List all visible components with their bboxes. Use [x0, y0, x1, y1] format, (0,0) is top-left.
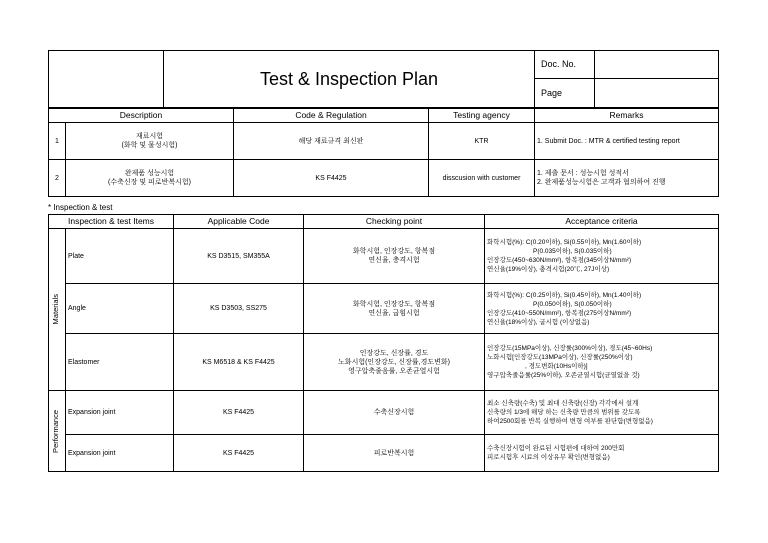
- header-acceptance-criteria: Acceptance criteria: [485, 215, 719, 229]
- remark-line: 1. Submit Doc. : MTR & certified testing report: [537, 137, 680, 145]
- header-checking-point: Checking point: [304, 215, 485, 229]
- item-name: Expansion joint: [66, 435, 174, 472]
- remark-line: 2. 완제품성능시험은 고객과 협의하여 진행: [537, 179, 666, 186]
- checking-line: 연신율, 굽힘시험: [368, 309, 420, 317]
- description-line: (화학 및 물성시험): [121, 142, 178, 149]
- remark-line: 1. 제출 문서 : 성능시험 성적서: [537, 170, 629, 177]
- inspection-row-expansion-1: [49, 391, 719, 435]
- section-title: * Inspection & test: [48, 203, 113, 212]
- criteria-line: 최소 신축량(수축) 및 최대 신축량(신장) 각각에서 설계: [487, 400, 639, 407]
- page-label: Page: [535, 79, 595, 108]
- criteria-line: 노화시험[인장강도(13MPa이상), 신장률(250%이상): [487, 354, 633, 361]
- criteria-line: 화학시험(%): C(0.20이하), Si(0.55이하), Mn(1.60이하): [487, 239, 642, 246]
- header-code: Code & Regulation: [234, 109, 429, 123]
- title-block: [48, 50, 719, 108]
- inspection-plan-sheet: [48, 50, 718, 472]
- item-criteria: [485, 435, 719, 472]
- doc-no-value: [595, 51, 719, 79]
- row-code: 해당 재료규격 최신판: [234, 123, 429, 160]
- header-description: Description: [49, 109, 234, 123]
- inspection-row-plate: [49, 229, 719, 284]
- checking-line: 영구압축줄음률, 오존균열시험: [348, 367, 440, 375]
- item-criteria: [485, 284, 719, 334]
- description-line: (수축신장 및 피로반복시험): [108, 179, 191, 186]
- row-code: KS F4425: [234, 160, 429, 197]
- row-agency: KTR: [429, 123, 535, 160]
- item-name: Plate: [66, 229, 174, 284]
- criteria-line: 인장강도(410~550N/mm²), 항복점(275이상N/mm²): [487, 309, 632, 317]
- item-criteria: [485, 229, 719, 284]
- criteria-line: 영구압축줄음률(25%이하), 오존균열시험(균열없을 것): [487, 372, 640, 379]
- criteria-line: 하여2500회를 반복 실행하여 변형 여부를 판단함(변형없음): [487, 418, 653, 425]
- item-checking: [304, 334, 485, 391]
- item-criteria: [485, 334, 719, 391]
- item-checking: [304, 284, 485, 334]
- checking-line: 인장강도, 신장률, 경도: [359, 349, 429, 357]
- inspection-row-expansion-2: [49, 435, 719, 472]
- item-checking: [304, 229, 485, 284]
- header-agency: Testing agency: [429, 109, 535, 123]
- item-code: KS D3503, SS275: [174, 284, 304, 334]
- checking-line: 화학시험, 인장강도, 항복점: [352, 248, 436, 255]
- item-code: KS F4425: [174, 435, 304, 472]
- item-name: Expansion joint: [66, 391, 174, 435]
- description-table: [48, 108, 719, 197]
- inspection-row-angle: [49, 284, 719, 334]
- row-number: 1: [49, 123, 66, 160]
- criteria-line: 피로시험후 시료의 이상유무 확인(변형없음): [487, 454, 610, 461]
- criteria-line: 연신율(19%이상), 충격시험(20℃, 27J이상): [487, 266, 610, 273]
- criteria-line: , 경도변화(10Hs이하)]: [525, 363, 588, 370]
- group-label: Materials: [51, 294, 60, 325]
- group-materials: [49, 229, 66, 391]
- row-remarks: [535, 123, 719, 160]
- inspection-table: [48, 214, 719, 472]
- logo-cell: [49, 51, 164, 108]
- inspection-row-elastomer: [49, 334, 719, 391]
- header-applicable-code: Applicable Code: [174, 215, 304, 229]
- inspection-header-row: [49, 215, 719, 229]
- description-row-1: [49, 123, 719, 160]
- page-title: Test & Inspection Plan: [164, 51, 535, 108]
- criteria-line: 수축신장시험이 완료된 시험편에 대하여 200만회: [487, 445, 625, 452]
- criteria-line: P(0.035이하), S(0.035이하): [533, 248, 612, 255]
- checking-line: 피로반복시험: [373, 449, 415, 457]
- description-line: 재료시험: [135, 133, 164, 140]
- doc-no-label: Doc. No.: [535, 51, 595, 79]
- criteria-line: 인장강도(15MPa이상), 신장률(300%이상), 경도(45~60Hs): [487, 345, 653, 352]
- header-remarks: Remarks: [535, 109, 719, 123]
- group-performance: [49, 391, 66, 472]
- checking-line: 노화시험(인장강도, 신장률,경도변화): [338, 358, 450, 366]
- row-agency: disscusion with customer: [429, 160, 535, 197]
- item-code: KS M6518 & KS F4425: [174, 334, 304, 391]
- checking-line: 화학시험, 인장강도, 항복점: [352, 300, 436, 308]
- row-description: [66, 123, 234, 160]
- item-code: KS F4425: [174, 391, 304, 435]
- item-name: Elastomer: [66, 334, 174, 391]
- checking-line: 연신율, 충격시험: [368, 257, 420, 264]
- row-number: 2: [49, 160, 66, 197]
- criteria-line: 연신율(18%이상), 굽시험 (이상없음): [487, 318, 590, 326]
- description-line: 완제품 성능시험: [124, 170, 175, 177]
- item-criteria: [485, 391, 719, 435]
- item-checking: [304, 435, 485, 472]
- row-remarks: [535, 160, 719, 197]
- header-items: Inspection & test Items: [49, 215, 174, 229]
- item-name: Angle: [66, 284, 174, 334]
- group-label: Performance: [51, 409, 60, 453]
- description-row-2: [49, 160, 719, 197]
- item-checking: [304, 391, 485, 435]
- criteria-line: 신축량의 1/3에 해당 하는 신축량 만큼의 범위를 갖도록: [487, 409, 641, 416]
- checking-line: 수축신장시험: [373, 409, 415, 416]
- page-value: [595, 79, 719, 108]
- criteria-line: 인장강도(450~630N/mm²), 항복점(345이상N/mm²): [487, 257, 632, 264]
- item-code: KS D3515, SM355A: [174, 229, 304, 284]
- description-header-row: [49, 109, 719, 123]
- criteria-line: P(0.050이하), S(0.050이하): [533, 300, 612, 308]
- criteria-line: 화학시험(%): C(0.25이하), Si(0.45이하), Mn(1.40이하): [487, 291, 642, 299]
- row-description: [66, 160, 234, 197]
